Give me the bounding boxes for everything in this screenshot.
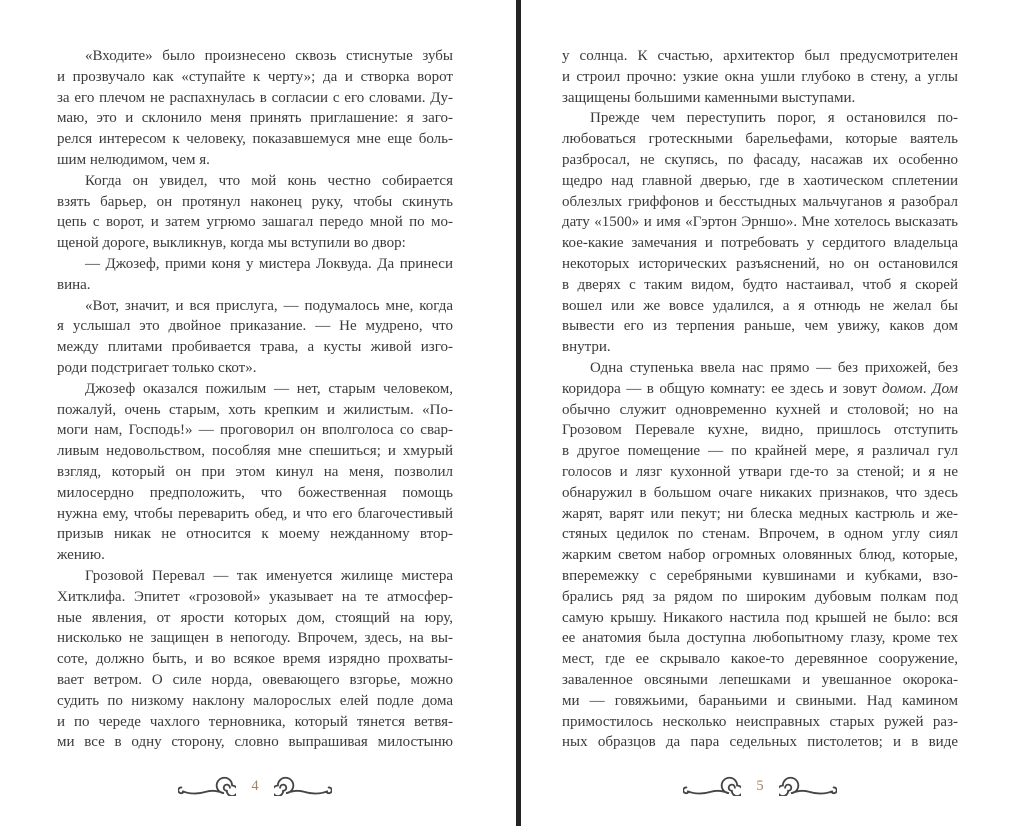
text-line: взгляд, который он при этом кинул на меня, позволил [57,463,453,480]
right-page[interactable] [521,0,1035,826]
left-page-text [57,46,453,753]
text-line: вина. [57,276,91,293]
text-line: призыв никак не относится к моему нежданному втор- [57,526,453,543]
text-line: любоваться гротескными барельефами, которые ваятель [562,131,958,148]
flourish-icon [178,774,236,796]
text-line: дату «1500» и имя «Гэртон Эрншо». Мне хотелось высказать [562,214,958,231]
paragraph [562,108,958,358]
text-line: некоторых исторических разъяснений, но он остановился [562,255,958,272]
text-line: «Вот, значит, и вся прислуга, — подумалось мне, когда [85,297,453,314]
paragraph [562,46,958,108]
text-line: заваленное овсяными лепешками и увешанное окорока- [562,671,958,688]
paragraph [57,171,453,254]
text-line: Грозовом Перевале кухне, видно, пришлось отступить [562,422,958,439]
text-line: вперемежку с серебряными кувшинами и кубками, взо- [562,567,958,584]
text-line: ные явления, от ярости которых дом, стоящий на юру, [57,609,453,626]
text-line: между плитами пробивается трава, а кусты живой изго- [57,339,453,356]
text-line: ливым недовольством, пособляя мне спешиться; и хмурый [57,443,453,460]
text-line: нисколько не защищен в непогоду. Впрочем, здесь, на вы- [57,630,453,647]
text-line: моги нам, Господь!» — проговорил он вполголоса со свар- [57,422,453,439]
paragraph [57,46,453,171]
text-line: жению. [57,547,105,564]
paragraph [57,379,453,566]
text-line: жарят, варят или пекут; ни блеска медных кастрюль и же- [562,505,958,522]
text-line: «Входите» было произнесено сквозь стиснутые зубы [85,48,453,64]
text-line: ее анатомия была доступна любопытному глазу, кроме тех [562,630,958,647]
text-line: Когда он увидел, что мой конь честно собирается [85,172,453,189]
text-line: кое-какие замечания и потребовать у сердитого владельца [562,235,958,252]
text-line: защищены большими каменными выступами. [562,89,856,106]
text-line: милосердно предположить, что божественная помощь [57,484,453,501]
text-line: жарким светом набор огромных оловянных блюд, которые, [562,547,958,564]
text-line: — Джозеф, прими коня у мистера Локвуда. Да принеси [85,255,453,272]
text-line: Прежде чем переступить порог, я остановился по- [590,110,958,127]
flourish-icon [274,774,332,796]
text-line: голосов и лязг кухонной утвари где-то за стеной; и я не [562,463,958,480]
text-line: ми — говяжьими, бараньими и свиными. Над камином [562,692,958,709]
text-line: шим нелюдимом, чем я. [57,151,210,168]
text-line: Одна ступенька ввела нас прямо — без прихожей, без [590,359,958,376]
page-number: 4 [251,777,259,794]
flourish-icon [779,774,837,796]
text-line: в другое помещение — по крайней мере, я различал гул [562,443,958,460]
text-line: вывести его из терпения раньше, чем увижу, каков дом [562,318,958,335]
text-line: разбросал, не скупясь, по фасаду, насажав их особенно [562,151,958,168]
text-line: роди подстригает только скот». [57,359,257,376]
text-line: судить по низкому наклону малорослых елей подле дома [57,692,453,709]
text-line: самую крышу. Никакого настила под крышей не было: вся [562,609,958,626]
text-line: внутри. [562,339,611,356]
text-line: нужна ему, чтобы переварить обед, и что его благочестивый [57,505,453,522]
text-line: щедро над главной дверью, где в хаотическом сплетении [562,172,958,189]
text-line: брались ряд за рядом по широким дубовым полкам под [562,588,958,605]
text-line: и прозвучало как «ступайте к черту»; да и створка ворот [57,68,453,85]
left-page[interactable] [0,0,516,826]
text-line: взять барьер, он протянул наконец руку, чтобы скинуть [57,193,453,210]
text-line: и по череде чахлого терновника, который тянется ветвя- [57,713,453,730]
text-line: вает ветром. О силе норда, овевающего взгорье, можно [57,671,453,688]
text-line: Грозовой Перевал — так именуется жилище мистера [85,567,453,584]
flourish-icon [683,774,741,796]
text-line: я услышал это двойное приказание. — Не мудрено, что [57,318,453,335]
right-page-footer [562,774,958,796]
text-line: щеной дороге, выкликнув, когда мы вступили во двор: [57,235,406,252]
paragraph [57,296,453,379]
text-line: Хитклифа. Эпитет «грозовой» указывает на те атмосфер- [57,588,453,605]
text-line: в дверях с таким видом, будто настаивал, чтоб я скорей [562,276,958,293]
text-line: примостилось несколько неисправных старых ружей раз- [562,713,958,730]
text-line: ми все в одну сторону, словно выпрашивая милостыню [57,734,453,751]
right-page-text [562,46,958,753]
paragraph [562,358,958,753]
text-line: обнаружил в большом очаге никаких признаков, что здесь [562,484,958,501]
text-line: облезлых гриффонов и бесстыдных мальчуганов я разобрал [562,193,958,210]
text-line: пожалуй, очень старым, хоть крепким и жилистым. «По- [57,401,453,418]
text-line: мест, где ее скрывало какое-то деревянное сооружение, [562,651,958,668]
text-line: цепь с ворот, и затем угрюмо зашагал передо мной по мо- [57,214,453,231]
text-line: релся интересом к человеку, показавшемуся мне еще боль- [57,131,453,148]
text-line: стяных цедилок по стенам. Впрочем, в одном углу сиял [562,526,958,543]
text-line: и строил прочно: узкие окна ушли глубоко в стену, а углы [562,68,958,85]
text-line: у солнца. К счастью, архитектор был предусмотрителен [562,48,958,64]
page-number: 5 [756,777,764,794]
paragraph [57,254,453,296]
paragraph [57,566,453,753]
text-line: за его плечом не распахнулась в согласии с его словами. Ду- [57,89,453,106]
left-page-footer [57,774,453,796]
text-line: соте, должно быть, и во всякое время изрядно прохваты- [57,651,453,668]
text-line: коридора — в общую комнату: ее здесь и зовут домом. Дом [562,380,958,397]
text-line: вошел или же вовсе удалился, а я отнюдь не желал бы [562,297,958,314]
text-line: Джозеф оказался пожилым — нет, старым человеком, [85,380,453,397]
text-line: обычно служит одновременно кухней и столовой; но на [562,401,958,418]
text-line: маю, это и склонило меня принять приглашение: я заго- [57,110,453,127]
text-line: ных образцов да пара седельных пистолетов; и в виде [562,734,958,751]
